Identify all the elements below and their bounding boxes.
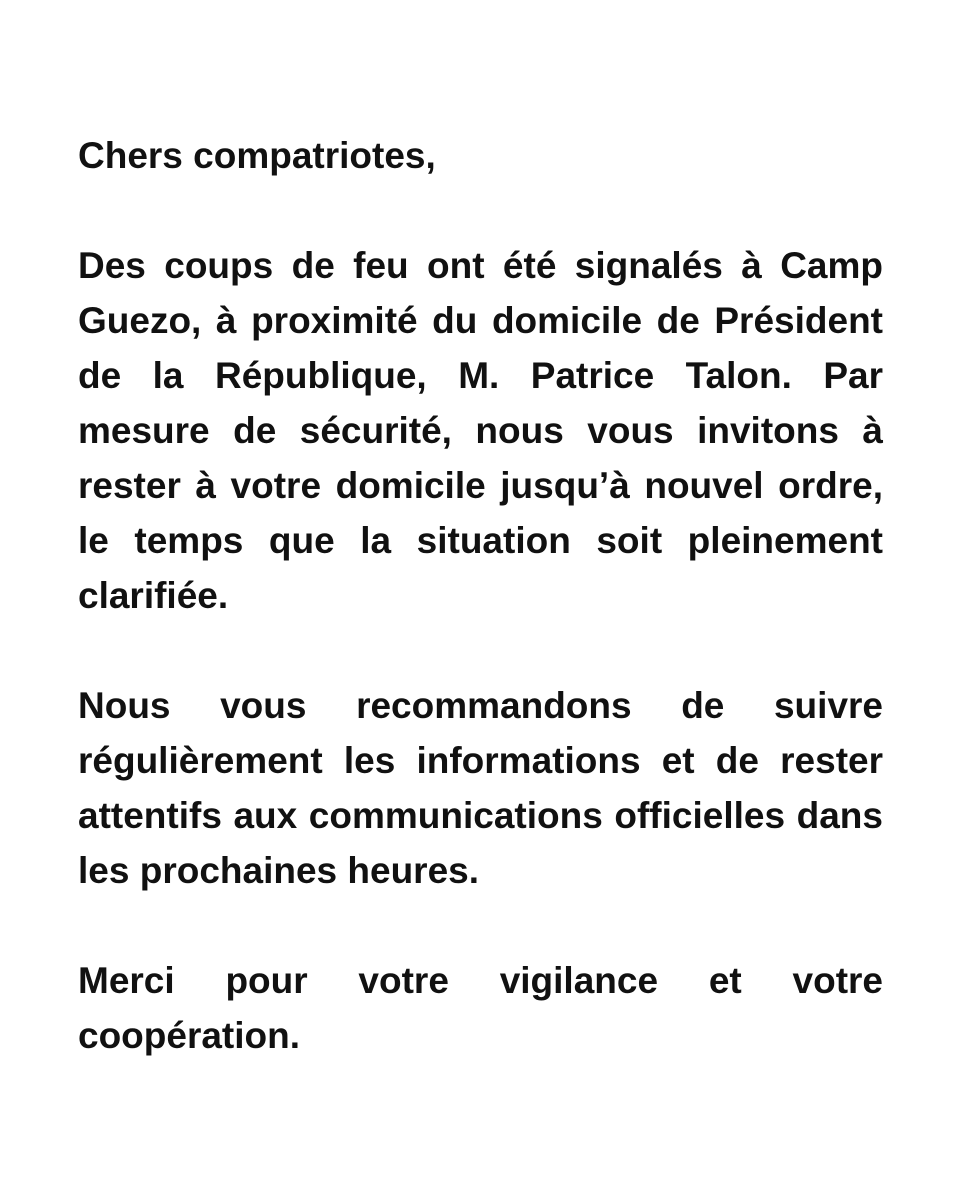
statement-body	[78, 128, 883, 1063]
paragraph-security-notice: Des coups de feu ont été signalés à Camp Guezo, à proximité du domicile de Président de la République, M. Patrice Talon. Par mesure de sécurité, nous vous invitons à rester à votre domicile jusqu’à nouvel ordre, le temps que la situation soit pleinement clarifiée.	[78, 245, 883, 616]
closing-thanks: Merci pour votre vigilance et votre coopération.	[78, 960, 883, 1056]
greeting: Chers compatriotes,	[78, 135, 436, 176]
paragraph-recommendation: Nous vous recommandons de suivre régulièrement les informations et de rester attentifs aux communications officielles dans les prochaines heures.	[78, 685, 883, 891]
